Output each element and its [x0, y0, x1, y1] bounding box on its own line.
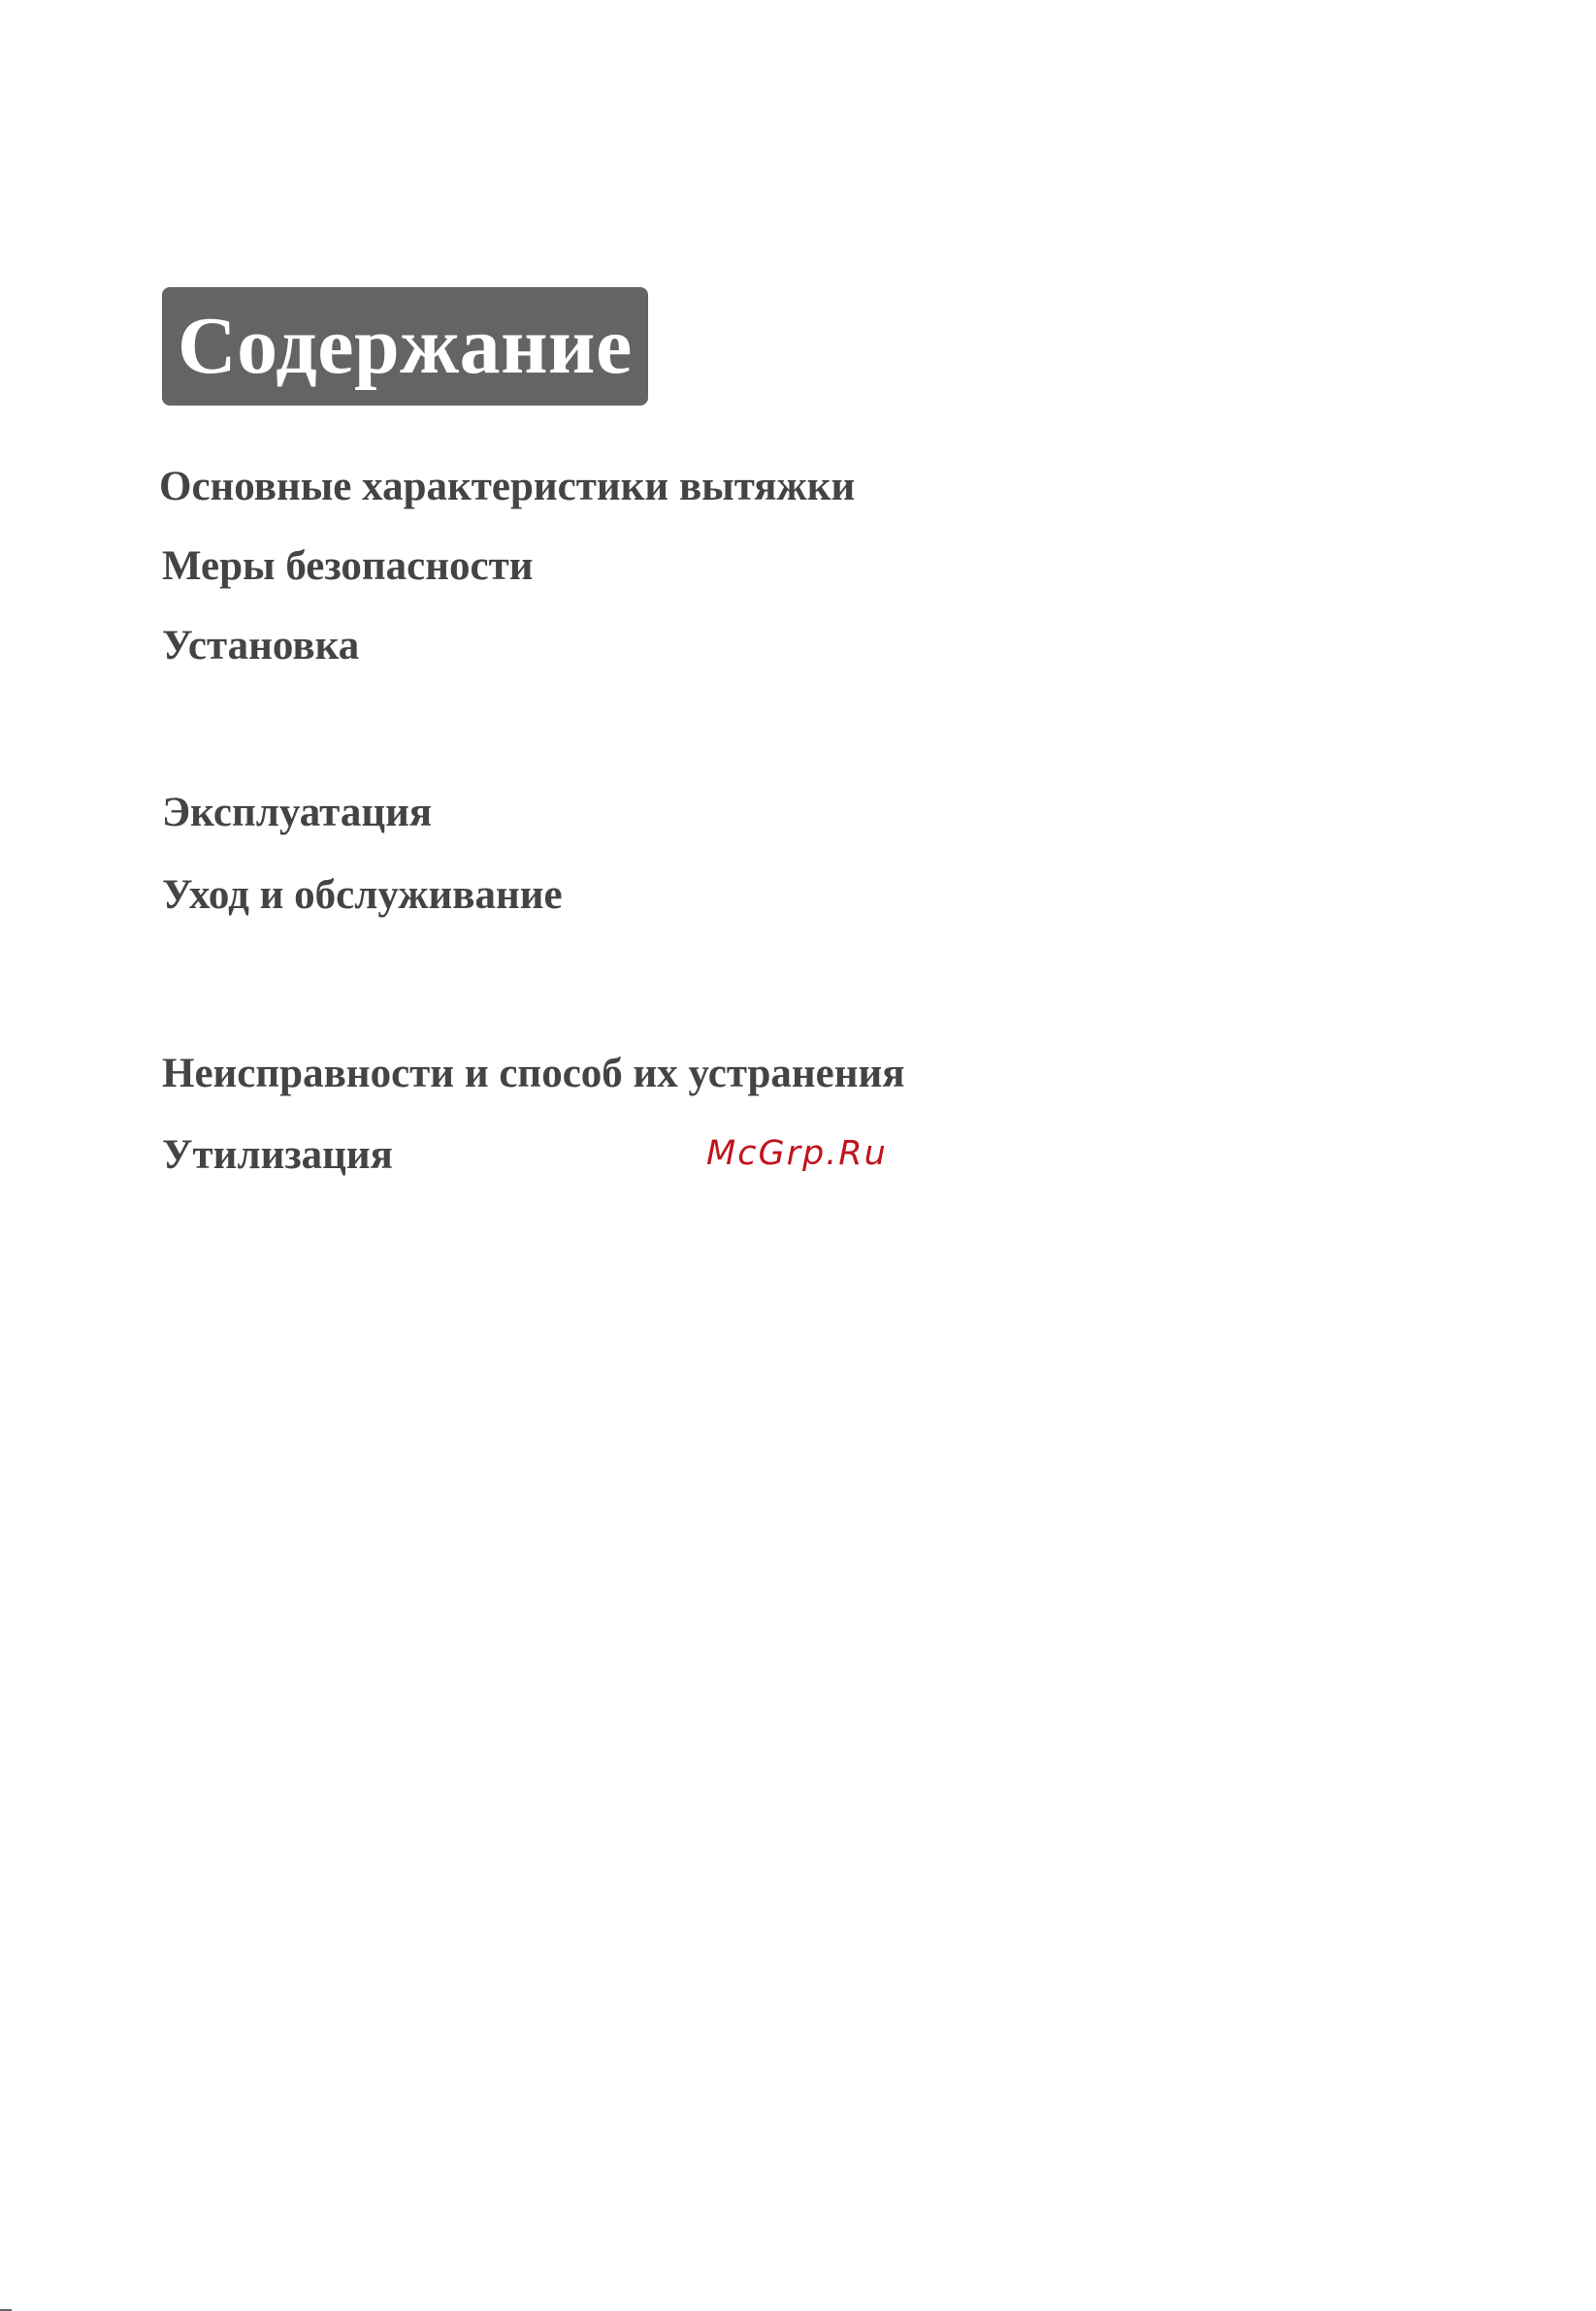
toc-item-installation[interactable]: Установка [162, 623, 360, 668]
contents-title-box [162, 287, 648, 406]
contents-title: Содержание [178, 301, 633, 391]
toc-item-safety[interactable]: Меры безопасности [162, 543, 534, 589]
toc-item-main-characteristics[interactable]: Основные характеристики вытяжки [159, 464, 856, 509]
toc-item-operation[interactable]: Эксплуатация [162, 790, 433, 835]
toc-item-disposal[interactable]: Утилизация [162, 1132, 393, 1178]
watermark-text: McGrp.Ru [706, 1134, 888, 1173]
toc-item-troubleshooting[interactable]: Неисправности и способ их устранения [162, 1051, 905, 1096]
toc-item-care-maintenance[interactable]: Уход и обслуживание [162, 872, 563, 918]
